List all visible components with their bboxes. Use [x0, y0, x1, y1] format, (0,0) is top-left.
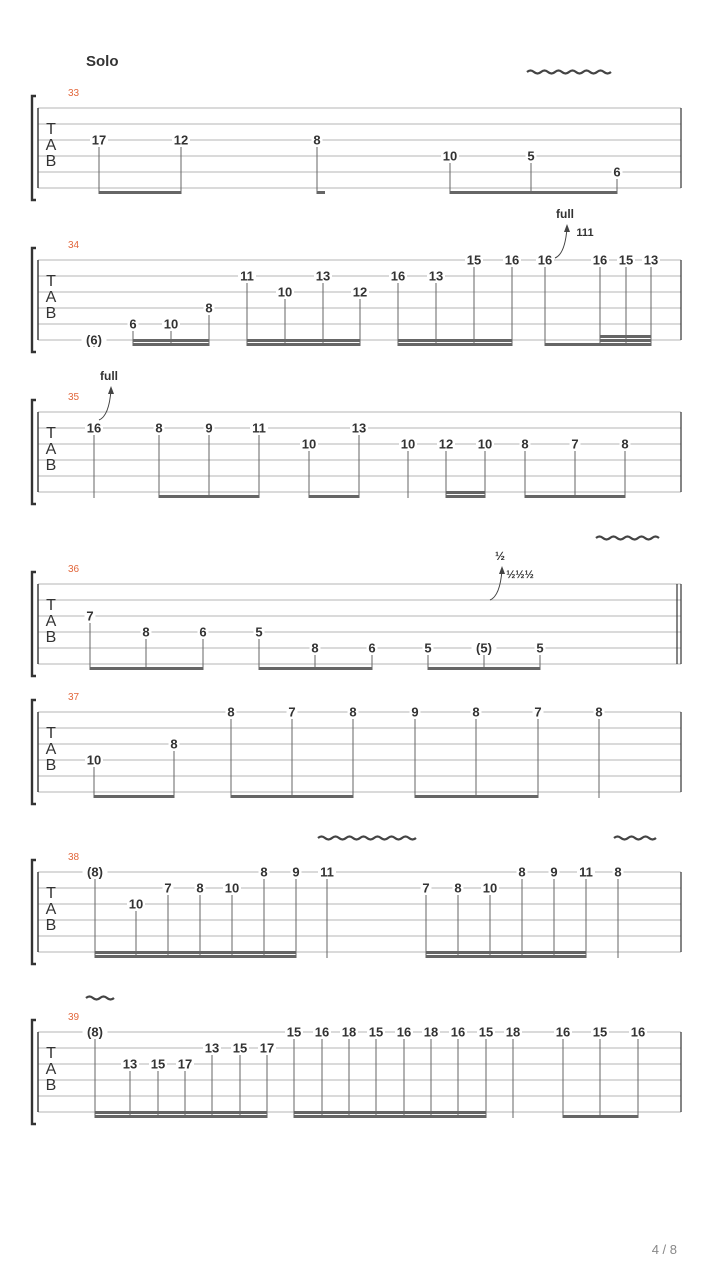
fret-number: 8 [518, 864, 526, 880]
system-bracket [32, 1020, 36, 1124]
system-bracket [32, 700, 36, 804]
fret-number: 8 [621, 436, 629, 452]
beam [600, 339, 651, 342]
beam [95, 955, 296, 958]
fret-number: 8 [260, 864, 268, 880]
tab-clef-b: B [45, 917, 57, 934]
fret-number: 6 [199, 624, 207, 640]
tab-clef-a: A [45, 441, 57, 458]
tab-clef-t: T [46, 121, 56, 138]
beam [95, 1111, 267, 1114]
fret-number: 8 [142, 624, 150, 640]
fret-number: 8 [521, 436, 529, 452]
fret-number: 15 [232, 1040, 248, 1056]
fret-number: 8 [311, 640, 319, 656]
fret-number: 10 [224, 880, 240, 896]
fret-number: 10 [477, 436, 493, 452]
fret-number: 15 [478, 1024, 494, 1040]
tab-clef-b: B [45, 457, 57, 474]
fret-number: 8 [595, 704, 603, 720]
beam [309, 495, 359, 498]
fret-number: 16 [555, 1024, 571, 1040]
fret-number: 16 [314, 1024, 330, 1040]
system-bracket [32, 400, 36, 504]
fret-number: 12 [352, 284, 368, 300]
fret-number: 13 [428, 268, 444, 284]
tab-clef-b: B [45, 629, 57, 646]
tab-clef-t: T [46, 425, 56, 442]
bend-arrowhead [108, 386, 114, 394]
beam [133, 343, 209, 346]
tab-clef-a: A [45, 289, 57, 306]
beam [247, 343, 360, 346]
fret-number: 16 [537, 252, 553, 268]
beam [133, 339, 209, 342]
tab-clef-t: T [46, 885, 56, 902]
fret-number: 13 [122, 1056, 138, 1072]
fret-number: 7 [534, 704, 542, 720]
tab-clef-a: A [45, 613, 57, 630]
bend-hold-label: ½½½ [506, 569, 534, 581]
beam [426, 955, 586, 958]
beam [90, 667, 203, 670]
fret-number: (8) [87, 1024, 103, 1040]
fret-number: (5) [476, 640, 492, 656]
fret-number: 10 [128, 896, 144, 912]
beam [545, 343, 600, 346]
vibrato-mark [614, 837, 656, 840]
fret-number: 13 [315, 268, 331, 284]
fret-number: 7 [571, 436, 579, 452]
beam [428, 667, 540, 670]
beam [317, 191, 325, 194]
fret-number: (8) [87, 864, 103, 880]
tab-clef-t: T [46, 273, 56, 290]
system-bracket [32, 572, 36, 676]
measure-number: 35 [68, 392, 80, 403]
fret-number: 12 [173, 132, 189, 148]
vibrato-mark [86, 997, 114, 1000]
vibrato-mark [318, 837, 416, 840]
fret-number: 10 [163, 316, 179, 332]
beam [294, 1111, 486, 1114]
beam [95, 1115, 267, 1118]
tab-clef-b: B [45, 757, 57, 774]
bend-label-full: full [100, 369, 118, 383]
measure-number: 34 [68, 240, 80, 251]
measure-number: 33 [68, 88, 80, 99]
fret-number: 9 [411, 704, 419, 720]
fret-number: 11 [320, 864, 334, 880]
fret-number: 9 [205, 420, 213, 436]
fret-number: 17 [259, 1040, 275, 1056]
fret-number: 18 [341, 1024, 357, 1040]
fret-number: 15 [368, 1024, 384, 1040]
beam [525, 495, 625, 498]
fret-number: 10 [442, 148, 458, 164]
fret-number: 16 [630, 1024, 646, 1040]
measure-number: 37 [68, 692, 80, 703]
beam [415, 795, 538, 798]
beam [95, 951, 296, 954]
bend-label-half: ½ [494, 549, 506, 563]
beam [446, 491, 485, 494]
fret-number: 18 [423, 1024, 439, 1040]
fret-number: 11 [579, 864, 593, 880]
beam [563, 1115, 638, 1118]
beam [531, 191, 617, 194]
fret-number: 8 [472, 704, 480, 720]
beam [94, 795, 174, 798]
fret-number: 9 [550, 864, 558, 880]
fret-number: 10 [482, 880, 498, 896]
fret-number: 15 [618, 252, 634, 268]
fret-number: 11 [240, 268, 254, 284]
beam [159, 495, 259, 498]
fret-number: 17 [177, 1056, 193, 1072]
fret-number: 7 [86, 608, 94, 624]
fret-number: 8 [227, 704, 235, 720]
tab-clef-a: A [45, 741, 57, 758]
fret-number: 5 [255, 624, 263, 640]
fret-number: 12 [438, 436, 454, 452]
fret-number: 10 [277, 284, 293, 300]
tab-clef-b: B [45, 153, 57, 170]
fret-number: 8 [155, 420, 163, 436]
bend-arrowhead [564, 224, 570, 232]
fret-number: 16 [390, 268, 406, 284]
measure-number: 39 [68, 1012, 80, 1023]
fret-number: 8 [196, 880, 204, 896]
tab-clef-t: T [46, 1045, 56, 1062]
tab-clef-b: B [45, 305, 57, 322]
bend-arrow [99, 390, 111, 420]
fret-number: 5 [424, 640, 432, 656]
beam [398, 339, 512, 342]
beam [450, 191, 531, 194]
fret-number: 15 [592, 1024, 608, 1040]
fret-number: 16 [592, 252, 608, 268]
fret-number: 11 [252, 420, 266, 436]
bend-arrow [490, 570, 502, 600]
fret-number: 16 [450, 1024, 466, 1040]
page-number: 4 / 8 [651, 1242, 677, 1257]
fret-number: 8 [614, 864, 622, 880]
fret-number: 8 [205, 300, 213, 316]
fret-number: 10 [86, 752, 102, 768]
system-bracket [32, 248, 36, 352]
fret-number: 5 [527, 148, 535, 164]
fret-number: 6 [129, 316, 137, 332]
beam [259, 667, 372, 670]
system-bracket [32, 860, 36, 964]
fret-number: 16 [396, 1024, 412, 1040]
tab-clef-a: A [45, 1061, 57, 1078]
bend-hold-label: 111 [576, 227, 594, 239]
fret-number: 10 [400, 436, 416, 452]
fret-number: 7 [164, 880, 172, 896]
fret-number: 16 [86, 420, 102, 436]
section-label: Solo [86, 53, 119, 70]
fret-number: 8 [170, 736, 178, 752]
fret-number: 15 [286, 1024, 302, 1040]
measure-number: 38 [68, 852, 80, 863]
measure-number: 36 [68, 564, 80, 575]
beam [99, 191, 181, 194]
beam [600, 343, 651, 346]
beam [398, 343, 512, 346]
fret-number: 7 [288, 704, 296, 720]
beam [426, 951, 586, 954]
vibrato-mark [527, 71, 611, 74]
beam [294, 1115, 486, 1118]
fret-number: 5 [536, 640, 544, 656]
tab-clef-a: A [45, 901, 57, 918]
fret-number: 13 [351, 420, 367, 436]
fret-number: 8 [349, 704, 357, 720]
fret-number: 15 [150, 1056, 166, 1072]
beam [600, 335, 651, 338]
fret-number: 8 [313, 132, 321, 148]
fret-number: 13 [204, 1040, 220, 1056]
tab-clef-b: B [45, 1077, 57, 1094]
bend-arrow [555, 228, 567, 258]
fret-number: 15 [466, 252, 482, 268]
vibrato-mark [596, 537, 659, 540]
fret-number: 10 [301, 436, 317, 452]
fret-number: 6 [613, 164, 621, 180]
fret-number: 7 [422, 880, 430, 896]
fret-number: 18 [505, 1024, 521, 1040]
fret-number: 13 [643, 252, 659, 268]
bend-label-full: full [556, 207, 574, 221]
beam [247, 339, 360, 342]
system-bracket [32, 96, 36, 200]
fret-number: (6) [86, 332, 102, 348]
tab-clef-t: T [46, 725, 56, 742]
fret-number: 16 [504, 252, 520, 268]
fret-number: 9 [292, 864, 300, 880]
beam [446, 495, 485, 498]
bend-arrowhead [499, 566, 505, 574]
beam [231, 795, 353, 798]
tab-clef-a: A [45, 137, 57, 154]
tab-clef-t: T [46, 597, 56, 614]
fret-number: 6 [368, 640, 376, 656]
fret-number: 8 [454, 880, 462, 896]
fret-number: 17 [91, 132, 107, 148]
